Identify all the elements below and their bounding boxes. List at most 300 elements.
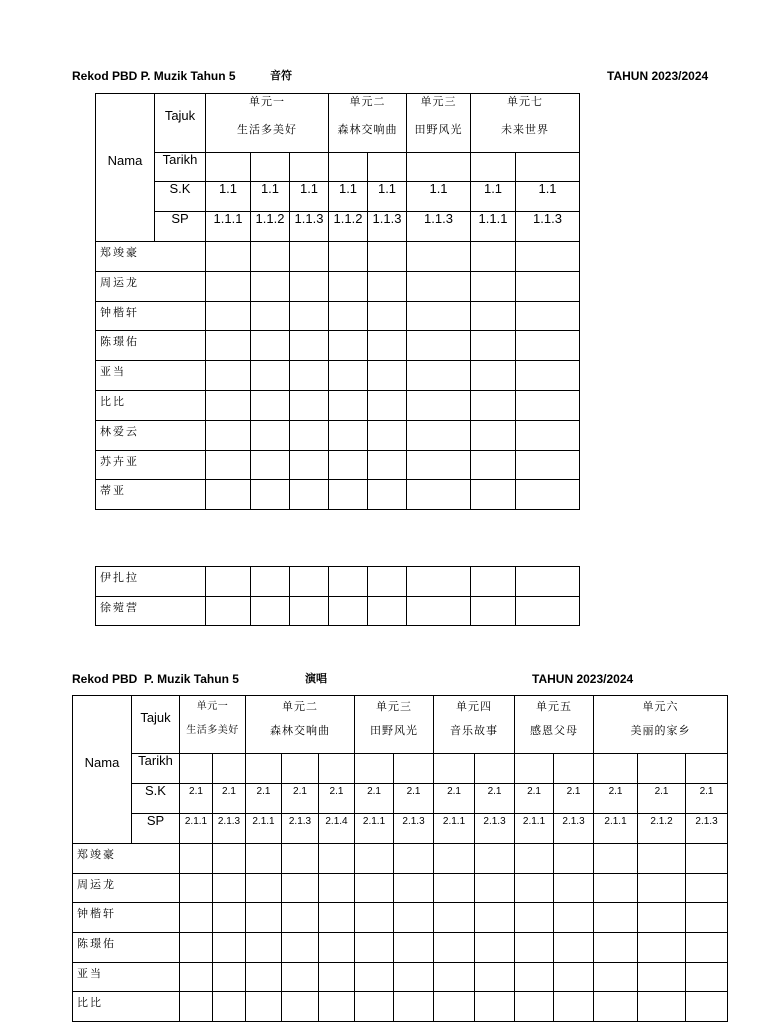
- mark-cell: [516, 420, 580, 450]
- sp-value: 2.1.3: [282, 814, 319, 844]
- unit-code: 单元四: [456, 700, 493, 713]
- record-table-extra-students: [95, 566, 580, 626]
- mark-cell: [355, 992, 394, 1022]
- mark-cell: [686, 962, 728, 992]
- tarikh-cell: [355, 754, 394, 784]
- mark-cell: [394, 844, 434, 874]
- mark-cell: [355, 903, 394, 933]
- mark-cell: [206, 271, 251, 301]
- sp-value: 2.1.1: [246, 814, 282, 844]
- mark-cell: [290, 301, 329, 331]
- tarikh-cell: [516, 153, 580, 182]
- mark-cell: [638, 903, 686, 933]
- mark-cell: [319, 873, 355, 903]
- mark-cell: [407, 271, 471, 301]
- mark-cell: [407, 450, 471, 480]
- mark-cell: [471, 301, 516, 331]
- mark-cell: [290, 242, 329, 272]
- mark-cell: [251, 450, 290, 480]
- student-name: 钟楷轩: [73, 903, 180, 933]
- mark-cell: [434, 962, 475, 992]
- mark-cell: [180, 903, 213, 933]
- tarikh-label: Tarikh: [155, 153, 206, 182]
- mark-cell: [246, 962, 282, 992]
- mark-cell: [206, 450, 251, 480]
- mark-cell: [329, 480, 368, 510]
- mark-cell: [251, 361, 290, 391]
- mark-cell: [329, 271, 368, 301]
- mark-cell: [516, 390, 580, 420]
- sk-value: 1.1: [290, 182, 329, 212]
- mark-cell: [554, 844, 594, 874]
- mark-cell: [471, 390, 516, 420]
- mark-cell: [594, 962, 638, 992]
- mark-cell: [206, 597, 251, 626]
- mark-cell: [638, 992, 686, 1022]
- student-name: 亚当: [96, 361, 206, 391]
- mark-cell: [206, 331, 251, 361]
- student-row: [73, 933, 728, 963]
- student-row: [96, 597, 580, 626]
- mark-cell: [355, 962, 394, 992]
- student-name: 伊扎拉: [96, 567, 206, 597]
- student-name: 蒂亚: [96, 480, 206, 510]
- tarikh-cell: [180, 754, 213, 784]
- student-row: [73, 903, 728, 933]
- mark-cell: [407, 480, 471, 510]
- mark-cell: [213, 873, 246, 903]
- sp-value: 1.1.2: [251, 212, 290, 242]
- student-name: 比比: [96, 390, 206, 420]
- sp-value: 1.1.2: [329, 212, 368, 242]
- unit-code: 单元七: [507, 95, 544, 108]
- mark-cell: [471, 420, 516, 450]
- sk-value: 1.1: [329, 182, 368, 212]
- mark-cell: [246, 873, 282, 903]
- sheet-year: TAHUN 2023/2024: [532, 672, 634, 686]
- mark-cell: [475, 992, 515, 1022]
- mark-cell: [407, 301, 471, 331]
- mark-cell: [554, 873, 594, 903]
- tarikh-cell: [319, 754, 355, 784]
- mark-cell: [394, 873, 434, 903]
- unit-title: 感恩父母: [530, 724, 579, 737]
- sk-label: S.K: [155, 182, 206, 212]
- mark-cell: [594, 992, 638, 1022]
- mark-cell: [368, 331, 407, 361]
- table-body: [73, 696, 728, 1022]
- student-row: [96, 420, 580, 450]
- mark-cell: [515, 844, 554, 874]
- unit-header: [246, 696, 355, 754]
- sk-value: 2.1: [282, 784, 319, 814]
- mark-cell: [251, 390, 290, 420]
- sk-value: 1.1: [251, 182, 290, 212]
- mark-cell: [213, 933, 246, 963]
- mark-cell: [686, 992, 728, 1022]
- mark-cell: [471, 597, 516, 626]
- mark-cell: [515, 962, 554, 992]
- student-row: [96, 301, 580, 331]
- unit-header: [515, 696, 594, 754]
- mark-cell: [246, 844, 282, 874]
- unit-code: 单元二: [349, 95, 386, 108]
- tarikh-cell: [213, 754, 246, 784]
- mark-cell: [471, 242, 516, 272]
- mark-cell: [329, 331, 368, 361]
- mark-cell: [516, 361, 580, 391]
- student-row: [73, 992, 728, 1022]
- sk-value: 2.1: [515, 784, 554, 814]
- tarikh-cell: [251, 153, 290, 182]
- sheet-title: Rekod PBD P. Muzik Tahun 5: [72, 672, 239, 686]
- sk-value: 2.1: [638, 784, 686, 814]
- sk-value: 1.1: [407, 182, 471, 212]
- mark-cell: [368, 480, 407, 510]
- tarikh-cell: [368, 153, 407, 182]
- mark-cell: [329, 361, 368, 391]
- mark-cell: [368, 450, 407, 480]
- mark-cell: [329, 301, 368, 331]
- mark-cell: [407, 390, 471, 420]
- sp-value: 2.1.1: [180, 814, 213, 844]
- unit-title: 未来世界: [501, 123, 550, 136]
- mark-cell: [471, 361, 516, 391]
- student-name: 比比: [73, 992, 180, 1022]
- sp-value: 2.1.3: [554, 814, 594, 844]
- mark-cell: [180, 873, 213, 903]
- mark-cell: [251, 567, 290, 597]
- tarikh-cell: [206, 153, 251, 182]
- student-row: [73, 844, 728, 874]
- unit-title: 美丽的家乡: [630, 724, 691, 737]
- sk-value: 2.1: [434, 784, 475, 814]
- mark-cell: [290, 390, 329, 420]
- unit-title: 音乐故事: [450, 724, 499, 737]
- tajuk-label: Tajuk: [132, 696, 180, 754]
- tarikh-cell: [434, 754, 475, 784]
- table-body: [96, 567, 580, 626]
- student-row: [96, 480, 580, 510]
- mark-cell: [554, 992, 594, 1022]
- sk-value: 1.1: [368, 182, 407, 212]
- sk-value: 2.1: [475, 784, 515, 814]
- mark-cell: [290, 450, 329, 480]
- mark-cell: [319, 844, 355, 874]
- mark-cell: [180, 992, 213, 1022]
- sheet-title: Rekod PBD P. Muzik Tahun 5: [72, 69, 236, 83]
- sp-value: 2.1.2: [638, 814, 686, 844]
- sheet-subject: 演唱: [305, 672, 327, 685]
- student-row: [96, 331, 580, 361]
- mark-cell: [329, 390, 368, 420]
- tarikh-cell: [554, 754, 594, 784]
- sk-value: 1.1: [206, 182, 251, 212]
- mark-cell: [554, 903, 594, 933]
- student-name: 苏卉亚: [96, 450, 206, 480]
- student-row: [96, 361, 580, 391]
- sp-value: 2.1.3: [686, 814, 728, 844]
- student-name: 陈璟佑: [96, 331, 206, 361]
- nama-header: Nama: [96, 94, 155, 242]
- sk-value: 2.1: [594, 784, 638, 814]
- mark-cell: [475, 962, 515, 992]
- mark-cell: [355, 844, 394, 874]
- sk-value: 2.1: [686, 784, 728, 814]
- mark-cell: [471, 331, 516, 361]
- mark-cell: [516, 567, 580, 597]
- mark-cell: [329, 450, 368, 480]
- nama-header: Nama: [73, 696, 132, 844]
- tarikh-cell: [407, 153, 471, 182]
- mark-cell: [516, 450, 580, 480]
- mark-cell: [434, 873, 475, 903]
- unit-header: [180, 696, 246, 754]
- mark-cell: [319, 962, 355, 992]
- student-name: 陈璟佑: [73, 933, 180, 963]
- mark-cell: [282, 933, 319, 963]
- sp-value: 2.1.1: [594, 814, 638, 844]
- sk-value: 2.1: [554, 784, 594, 814]
- tarikh-cell: [471, 153, 516, 182]
- mark-cell: [368, 271, 407, 301]
- mark-cell: [251, 420, 290, 450]
- sheet-subject: 音符: [270, 69, 292, 82]
- mark-cell: [282, 844, 319, 874]
- sk-value: 1.1: [516, 182, 580, 212]
- sk-value: 2.1: [180, 784, 213, 814]
- unit-title: 生活多美好: [186, 725, 239, 736]
- mark-cell: [434, 844, 475, 874]
- mark-cell: [355, 873, 394, 903]
- unit-header: [434, 696, 515, 754]
- mark-cell: [394, 933, 434, 963]
- tarikh-cell: [475, 754, 515, 784]
- tajuk-label: Tajuk: [155, 94, 206, 153]
- tarikh-cell: [394, 754, 434, 784]
- mark-cell: [471, 271, 516, 301]
- sp-value: 2.1.3: [475, 814, 515, 844]
- mark-cell: [638, 933, 686, 963]
- mark-cell: [554, 962, 594, 992]
- student-row: [73, 962, 728, 992]
- mark-cell: [638, 873, 686, 903]
- tarikh-cell: [329, 153, 368, 182]
- sp-value: 2.1.1: [515, 814, 554, 844]
- mark-cell: [368, 597, 407, 626]
- sk-value: 2.1: [213, 784, 246, 814]
- tarikh-label: Tarikh: [132, 754, 180, 784]
- mark-cell: [355, 933, 394, 963]
- unit-code: 单元六: [642, 700, 679, 713]
- mark-cell: [686, 933, 728, 963]
- mark-cell: [368, 567, 407, 597]
- mark-cell: [282, 962, 319, 992]
- header-row-tajuk: [96, 94, 580, 153]
- mark-cell: [434, 992, 475, 1022]
- mark-cell: [638, 962, 686, 992]
- sp-value: 1.1.1: [206, 212, 251, 242]
- mark-cell: [554, 933, 594, 963]
- mark-cell: [368, 301, 407, 331]
- mark-cell: [251, 242, 290, 272]
- sp-value: 2.1.1: [434, 814, 475, 844]
- mark-cell: [594, 933, 638, 963]
- mark-cell: [213, 962, 246, 992]
- sp-value: 1.1.1: [471, 212, 516, 242]
- student-name: 亚当: [73, 962, 180, 992]
- mark-cell: [516, 242, 580, 272]
- mark-cell: [282, 903, 319, 933]
- sk-value: 2.1: [246, 784, 282, 814]
- sp-value: 1.1.3: [290, 212, 329, 242]
- mark-cell: [686, 903, 728, 933]
- mark-cell: [282, 992, 319, 1022]
- student-row: [73, 873, 728, 903]
- sp-value: 1.1.3: [516, 212, 580, 242]
- mark-cell: [475, 873, 515, 903]
- header-row-tajuk: [73, 696, 728, 754]
- mark-cell: [686, 873, 728, 903]
- mark-cell: [471, 450, 516, 480]
- mark-cell: [368, 242, 407, 272]
- unit-title: 田野风光: [414, 123, 463, 136]
- unit-header: [355, 696, 434, 754]
- header-row-sp: [96, 212, 580, 242]
- sheet-year: TAHUN 2023/2024: [607, 69, 709, 83]
- mark-cell: [515, 873, 554, 903]
- unit-code: 单元一: [249, 95, 285, 108]
- unit-code: 单元五: [536, 700, 573, 713]
- mark-cell: [638, 844, 686, 874]
- mark-cell: [686, 844, 728, 874]
- mark-cell: [213, 844, 246, 874]
- mark-cell: [407, 242, 471, 272]
- mark-cell: [475, 933, 515, 963]
- mark-cell: [516, 480, 580, 510]
- tarikh-cell: [246, 754, 282, 784]
- student-name: 郑竣豪: [73, 844, 180, 874]
- student-row: [96, 567, 580, 597]
- mark-cell: [516, 331, 580, 361]
- mark-cell: [516, 597, 580, 626]
- mark-cell: [471, 567, 516, 597]
- mark-cell: [407, 567, 471, 597]
- mark-cell: [471, 480, 516, 510]
- mark-cell: [407, 420, 471, 450]
- student-name: 周运龙: [96, 271, 206, 301]
- mark-cell: [206, 480, 251, 510]
- tarikh-cell: [290, 153, 329, 182]
- mark-cell: [329, 597, 368, 626]
- sp-value: 1.1.3: [368, 212, 407, 242]
- mark-cell: [407, 361, 471, 391]
- mark-cell: [394, 903, 434, 933]
- mark-cell: [407, 331, 471, 361]
- mark-cell: [251, 480, 290, 510]
- mark-cell: [329, 567, 368, 597]
- record-table-notes: [95, 93, 580, 510]
- mark-cell: [290, 597, 329, 626]
- student-name: 徐菀营: [96, 597, 206, 626]
- mark-cell: [329, 420, 368, 450]
- student-name: 郑竣豪: [96, 242, 206, 272]
- sk-label: S.K: [132, 784, 180, 814]
- mark-cell: [251, 301, 290, 331]
- mark-cell: [515, 903, 554, 933]
- mark-cell: [594, 903, 638, 933]
- unit-code: 单元一: [196, 701, 229, 712]
- student-row: [96, 242, 580, 272]
- unit-title: 森林交响曲: [337, 123, 398, 136]
- header-row-sk: [96, 182, 580, 212]
- mark-cell: [206, 420, 251, 450]
- mark-cell: [251, 597, 290, 626]
- mark-cell: [368, 361, 407, 391]
- student-row: [96, 271, 580, 301]
- unit-header: [206, 94, 329, 153]
- mark-cell: [407, 597, 471, 626]
- mark-cell: [246, 992, 282, 1022]
- mark-cell: [282, 873, 319, 903]
- unit-code: 单元三: [420, 95, 457, 108]
- mark-cell: [206, 567, 251, 597]
- mark-cell: [515, 992, 554, 1022]
- mark-cell: [329, 242, 368, 272]
- sp-label: SP: [155, 212, 206, 242]
- unit-title: 生活多美好: [237, 123, 297, 136]
- mark-cell: [516, 301, 580, 331]
- sp-value: 2.1.1: [355, 814, 394, 844]
- mark-cell: [319, 933, 355, 963]
- mark-cell: [251, 331, 290, 361]
- mark-cell: [394, 962, 434, 992]
- mark-cell: [475, 844, 515, 874]
- header-row-tarikh: [96, 153, 580, 182]
- unit-code: 单元二: [282, 700, 318, 713]
- student-row: [96, 450, 580, 480]
- student-name: 林爱云: [96, 420, 206, 450]
- mark-cell: [180, 844, 213, 874]
- tarikh-cell: [638, 754, 686, 784]
- unit-header: [329, 94, 407, 153]
- mark-cell: [290, 331, 329, 361]
- header-row-tarikh: [73, 754, 728, 784]
- mark-cell: [213, 992, 246, 1022]
- sk-value: 2.1: [355, 784, 394, 814]
- tarikh-cell: [594, 754, 638, 784]
- header-row-sp: [73, 814, 728, 844]
- student-name: 周运龙: [73, 873, 180, 903]
- tarikh-cell: [686, 754, 728, 784]
- mark-cell: [180, 962, 213, 992]
- mark-cell: [594, 844, 638, 874]
- unit-header: [407, 94, 471, 153]
- mark-cell: [515, 933, 554, 963]
- unit-header: [594, 696, 728, 754]
- sp-value: 2.1.3: [213, 814, 246, 844]
- unit-code: 单元三: [376, 700, 413, 713]
- mark-cell: [206, 361, 251, 391]
- unit-title: 田野风光: [370, 724, 419, 737]
- mark-cell: [213, 903, 246, 933]
- mark-cell: [290, 567, 329, 597]
- student-row: [96, 390, 580, 420]
- mark-cell: [180, 933, 213, 963]
- mark-cell: [290, 271, 329, 301]
- unit-title: 森林交响曲: [270, 724, 330, 737]
- mark-cell: [394, 992, 434, 1022]
